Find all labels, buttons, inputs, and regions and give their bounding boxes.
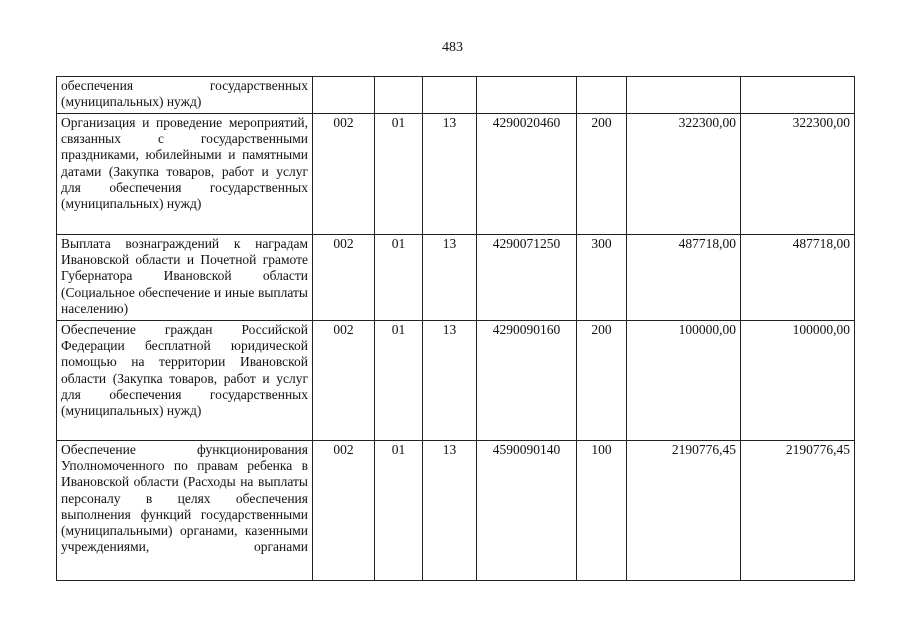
table-row [57,235,855,321]
expense-type-code: 300 [577,235,627,321]
ministry-code: 002 [313,235,375,321]
expense-name: Обеспечение граждан Российской Федерации бесплатной юридической помощью на территории Ивановской области (Закупка товаров, работ и услуг для обеспечения государственных (муниципальных) нужд) [57,321,313,441]
section-code [375,77,423,114]
section-code: 01 [375,235,423,321]
section-code: 01 [375,321,423,441]
subsection-code: 13 [423,235,477,321]
table-row [57,441,855,581]
ministry-code: 002 [313,441,375,581]
amount-year-1: 100000,00 [627,321,741,441]
amount-year-1: 487718,00 [627,235,741,321]
subsection-code: 13 [423,441,477,581]
target-article-code: 4290090160 [477,321,577,441]
expense-type-code [577,77,627,114]
amount-year-1 [627,77,741,114]
amount-year-2: 100000,00 [741,321,855,441]
amount-year-2: 487718,00 [741,235,855,321]
page-number: 483 [442,40,463,55]
section-code: 01 [375,441,423,581]
amount-year-2 [741,77,855,114]
amount-year-2: 322300,00 [741,114,855,235]
expense-type-code: 100 [577,441,627,581]
section-code: 01 [375,114,423,235]
target-article-code: 4290071250 [477,235,577,321]
expense-type-code: 200 [577,114,627,235]
ministry-code: 002 [313,114,375,235]
target-article-code: 4590090140 [477,441,577,581]
expense-name: Организация и проведение мероприятий, связанных с государственными праздниками, юбилейными и памятными датами (Закупка товаров, работ и услуг для обеспечения государственных (муниципальных) нужд) [57,114,313,235]
expense-type-code: 200 [577,321,627,441]
table-row [57,114,855,235]
ministry-code: 002 [313,321,375,441]
amount-year-1: 2190776,45 [627,441,741,581]
expense-name: Выплата вознаграждений к наградам Ивановской области и Почетной грамоте Губернатора Ивановской области (Социальное обеспечение и иные выплаты населению) [57,235,313,321]
table-row [57,321,855,441]
target-article-code: 4290020460 [477,114,577,235]
subsection-code: 13 [423,114,477,235]
expense-name: обеспечения государственных (муниципальных) нужд) [57,77,313,114]
budget-table [56,76,855,581]
subsection-code [423,77,477,114]
target-article-code [477,77,577,114]
ministry-code [313,77,375,114]
table-row [57,77,855,114]
expense-name: Обеспечение функционирования Уполномоченного по правам ребенка в Ивановской области (Расходы на выплаты персоналу в целях обеспечения выполнения функций государственными (муниципальными) органами, казенными учреждениями, органами [57,441,313,581]
amount-year-1: 322300,00 [627,114,741,235]
amount-year-2: 2190776,45 [741,441,855,581]
subsection-code: 13 [423,321,477,441]
